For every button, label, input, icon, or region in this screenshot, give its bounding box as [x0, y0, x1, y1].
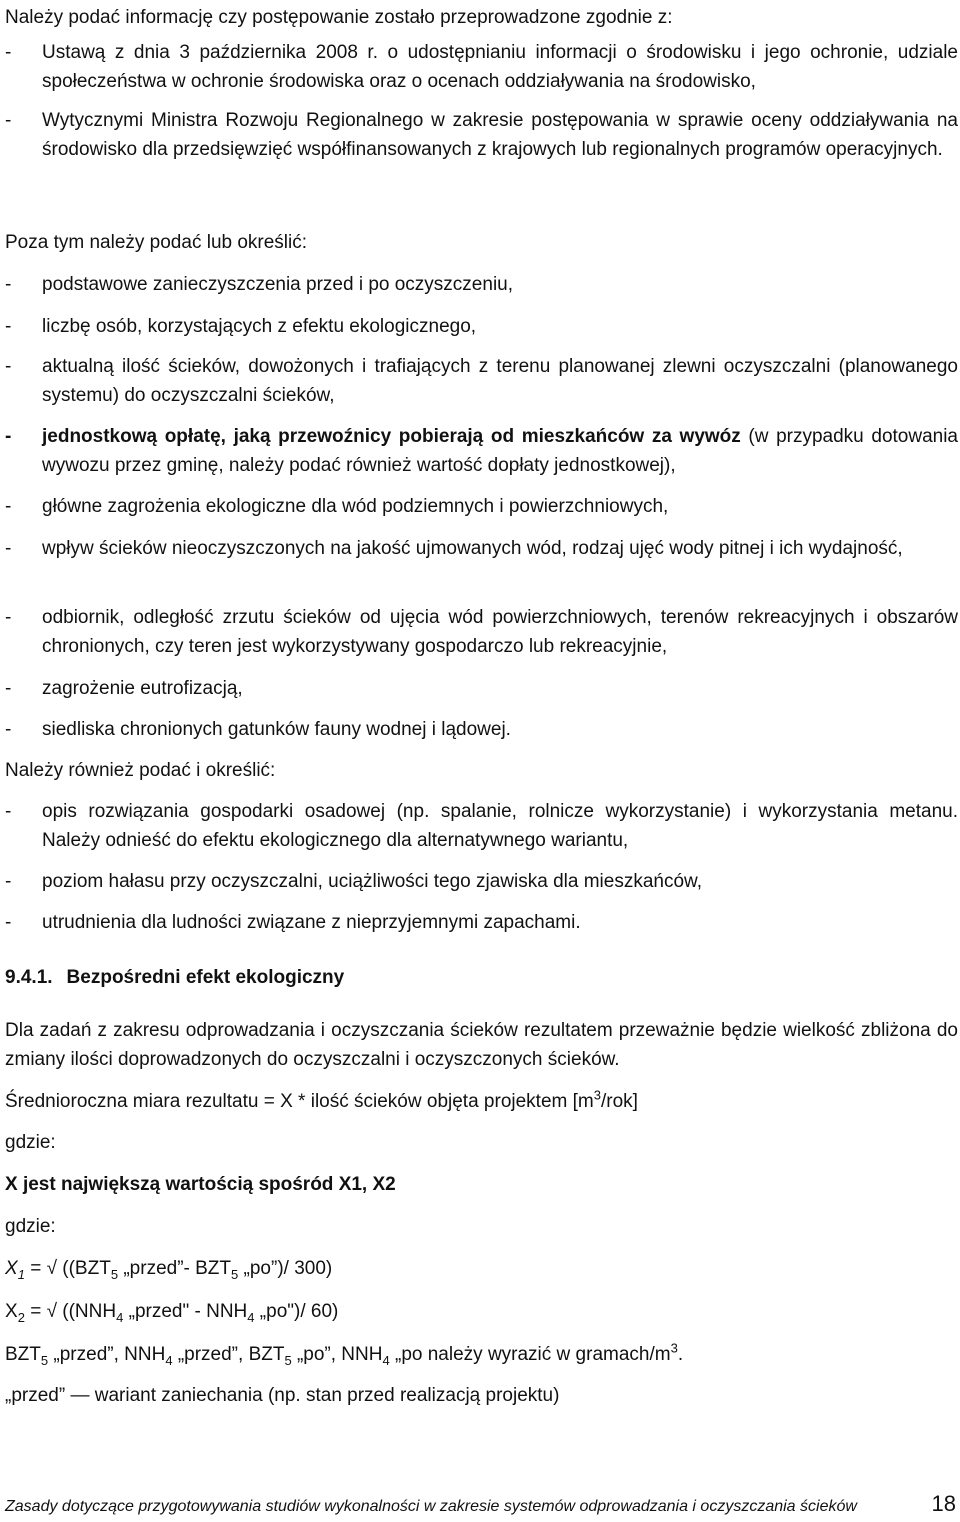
x-definition: X jest największą wartością spośród X1, X2 [5, 1174, 396, 1195]
formula-sub: 5 [110, 1266, 119, 1282]
formula-x2 [5, 1297, 338, 1326]
paragraph-effect: Dla zadań z zakresu odprowadzania i oczyszczania ścieków rezultatem przeważnie będzie wielkość zbliżona do zmiany ilości doprowadzonych do oczyszczalni i oczyszczonych ścieków. [5, 1020, 958, 1070]
list-legal-basis [5, 38, 958, 160]
units-sub: 5 [284, 1352, 292, 1368]
list-dash: - [5, 356, 12, 377]
list-dash: - [5, 496, 12, 517]
list-dash: - [5, 719, 12, 740]
list-item [5, 797, 958, 855]
paragraph-additional: Poza tym należy podać lub określić: [5, 232, 308, 253]
units-sub: 4 [165, 1352, 173, 1368]
section-title: Bezpośredni efekt ekologiczny [66, 967, 345, 988]
formula-sub: 4 [116, 1309, 124, 1325]
variant-note: „przed” — wariant zaniechania (np. stan przed realizacją projektu) [5, 1385, 560, 1406]
intro-paragraph: Należy podać informację czy postępowanie zostało przeprowadzone zgodnie z: [5, 7, 673, 28]
formula-x1 [5, 1254, 332, 1283]
list-item-text: Wytycznymi Ministra Rozwoju Regionalnego w zakresie postępowania w sprawie oceny oddziaływania na środowisko dla przedsięwzięć współfinansowanych z krajowych lub regionalnych programów operacyjnych. [42, 110, 958, 160]
units-text: „po należy wyrazić w gramach/m [389, 1344, 671, 1365]
list-dash: - [5, 110, 12, 131]
list-item [5, 492, 958, 521]
list-item-text: wpływ ścieków nieoczyszczonych na jakość ujmowanych wód, rodzaj ujęć wody pitnej i ich wydajność, [42, 538, 903, 559]
units-sup: 3 [670, 1340, 678, 1356]
list-item-text: Ustawą z dnia 3 października 2008 r. o udostępnianiu informacji o środowisku i jego ochronie, udziale społeczeństwa w ochronie środowiska oraz o ocenach oddziaływania na środowisko, [42, 42, 958, 92]
units-note [5, 1340, 683, 1369]
formula-text: „przed" - NNH [123, 1301, 248, 1322]
bold-phrase: jednostkową opłatę, jaką przewoźnicy pobierają od mieszkańców za wywóz [42, 426, 741, 447]
units-sub: 4 [382, 1352, 390, 1368]
units-text: „po”, NNH [291, 1344, 383, 1365]
where-label: gdzie: [5, 1132, 56, 1153]
list-dash: - [5, 801, 12, 822]
list-item-text: poziom hałasu przy oczyszczalni, uciążliwości tego zjawiska dla mieszkańców, [42, 871, 702, 892]
list-item-text: zagrożenie eutrofizacją, [42, 678, 243, 699]
list-item-text: podstawowe zanieczyszczenia przed i po oczyszczeniu, [42, 274, 514, 295]
list-dash: - [5, 912, 12, 933]
list-item [5, 38, 958, 92]
list-item-text: aktualną ilość ścieków, dowożonych i trafiających z terenu planowanej zlewni oczyszczalni (planowanego systemu) do oczyszczalni ścieków, [42, 356, 958, 406]
list-dash: - [5, 538, 12, 559]
footer-text: Zasady dotyczące przygotowywania studiów wykonalności w zakresie systemów odprowadzania i oczyszczania ścieków [5, 1498, 857, 1515]
formula-text: /rok] [600, 1091, 638, 1112]
page-footer [5, 1493, 956, 1518]
section-number: 9.4.1. [5, 967, 53, 988]
list-item [5, 312, 958, 341]
formula-text: „przed”- BZT [118, 1258, 232, 1279]
list-item [5, 352, 958, 410]
formula-text: Średnioroczna miara rezultatu = X * ilość ścieków objęta projektem [m [5, 1091, 594, 1112]
list-item-text: liczbę osób, korzystających z efektu ekologicznego, [42, 316, 477, 337]
formula-text: = √ ((BZT [24, 1258, 111, 1279]
list-dash: - [5, 871, 12, 892]
list-item-text: utrudnienia dla ludności związane z nieprzyjemnymi zapachami. [42, 912, 581, 933]
formula-measure [5, 1087, 638, 1116]
list-item-text: główne zagrożenia ekologiczne dla wód podziemnych i powierzchniowych, [42, 496, 669, 517]
phrase-rest: (w przypadku dotowania wywozu przez gminę, należy podać również wartość dopłaty jednostkowej), [42, 426, 959, 476]
units-text: „przed”, NNH [48, 1344, 166, 1365]
where-label: gdzie: [5, 1216, 56, 1237]
formula-sub: 2 [17, 1309, 25, 1325]
list-item-text: odbiornik, odległość zrzutu ścieków od ujęcia wód powierzchniowych, terenów rekreacyjnych i obszarów chronionych, czy teren jest wykorzystywany gospodarczo lub rekreacyjnie, [42, 607, 958, 657]
units-text: „przed”, BZT [172, 1344, 285, 1365]
list-dash: - [5, 678, 12, 699]
list-dash: - [5, 426, 12, 447]
formula-var: X [5, 1258, 18, 1279]
list-item [5, 422, 958, 480]
list-item [5, 674, 958, 703]
formula-sub: 4 [247, 1309, 255, 1325]
formula-text: = √ ((NNH [24, 1301, 117, 1322]
section-heading [5, 963, 344, 992]
paragraph-also: Należy również podać i określić: [5, 760, 276, 781]
units-sub: 5 [40, 1352, 49, 1368]
formula-text: „po”)/ 300) [238, 1258, 333, 1279]
list-item [5, 106, 958, 164]
list-item-text [42, 422, 958, 480]
list-item-text: opis rozwiązania gospodarki osadowej (np. spalanie, rolnicze wykorzystanie) i wykorzystania metanu. Należy odnieść do efektu ekologicznego dla alternatywnego wariantu, [42, 801, 958, 851]
list-dash: - [5, 42, 12, 63]
list-item-text: siedliska chronionych gatunków fauny wodnej i lądowej. [42, 719, 511, 740]
formula-sub: 5 [231, 1266, 239, 1282]
list-item [5, 534, 958, 563]
units-text: BZT [5, 1344, 41, 1365]
list-item [5, 867, 958, 896]
units-text: . [677, 1344, 684, 1365]
list-item [5, 715, 958, 744]
formula-sub: 1 [17, 1266, 25, 1282]
list-item [5, 908, 958, 937]
formula-text: „po")/ 60) [254, 1301, 339, 1322]
list-dash: - [5, 607, 12, 628]
formula-var: X [5, 1301, 18, 1322]
list-item [5, 603, 958, 661]
formula-sup: 3 [593, 1087, 601, 1103]
list-item [5, 270, 958, 299]
list-dash: - [5, 316, 12, 337]
list-dash: - [5, 274, 12, 295]
page-number: 18 [931, 1491, 956, 1516]
